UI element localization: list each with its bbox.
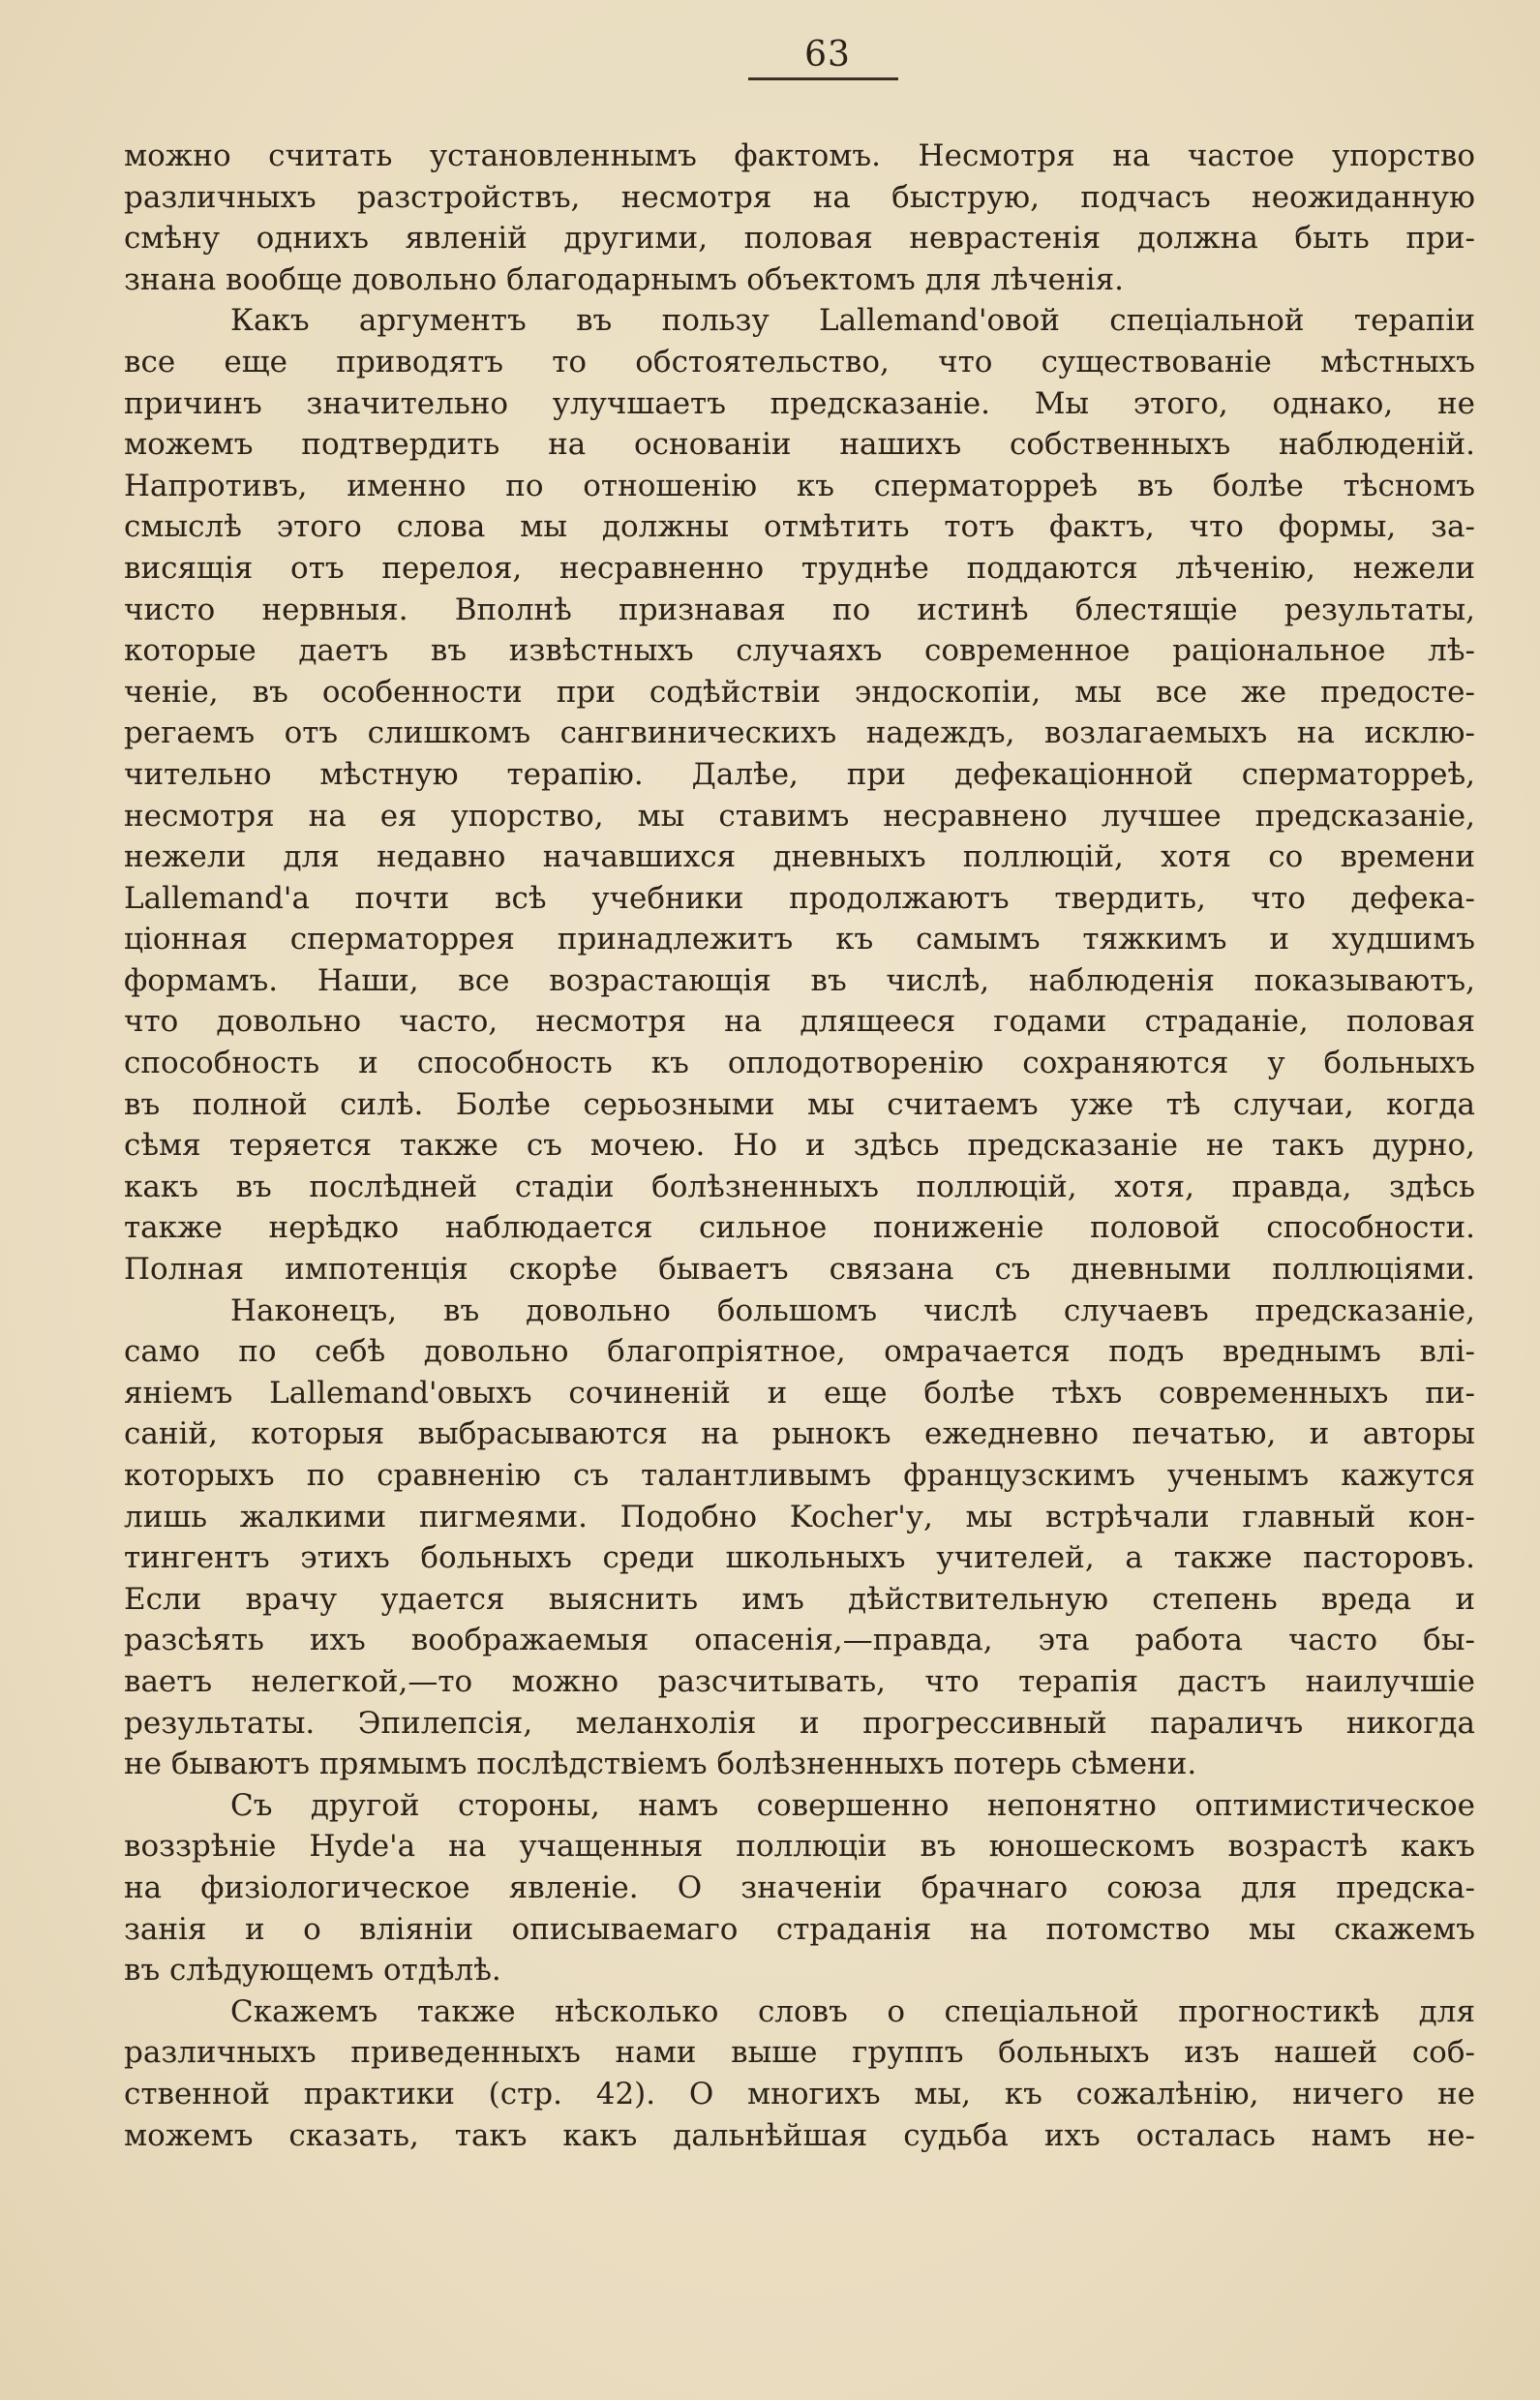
text-line: ціонная сперматоррея принадлежитъ къ самымъ тяжкимъ и худшимъ (124, 922, 1475, 957)
text-line: причинъ значительно улучшаетъ предсказаніе. Мы этого, однако, не (124, 385, 1475, 421)
text-line: можемъ подтвердить на основаніи нашихъ собственныхъ наблюденій. (124, 427, 1475, 463)
text-line: Lallemand'a почти всѣ учебники продолжаютъ твердить, что дефека- (124, 880, 1475, 916)
text-line: формамъ. Наши, все возрастающія въ числѣ, наблюденія показываютъ, (124, 962, 1475, 998)
text-line: регаемъ отъ слишкомъ сангвиническихъ надеждъ, возлагаемыхъ на исклю- (124, 715, 1475, 751)
text-line: знана вообще довольно благодарнымъ объектомъ для лѣченія. (124, 261, 1124, 297)
text-line: тингентъ этихъ больныхъ среди школьныхъ учителей, а также пасторовъ. (124, 1540, 1475, 1576)
text-line: занія и о вліяніи описываемаго страданія на потомство мы скажемъ (124, 1911, 1475, 1947)
text-line: яніемъ Lallemand'овыхъ сочиненій и еще болѣе тѣхъ современныхъ пи- (124, 1375, 1475, 1411)
text-line: все еще приводятъ то обстоятельство, что существованіе мѣстныхъ (124, 344, 1475, 380)
text-line: Наконецъ, въ довольно большомъ числѣ случаевъ предсказаніе, (230, 1292, 1475, 1328)
text-line: ственной практики (стр. 42). О многихъ мы, къ сожалѣнію, ничего не (124, 2076, 1475, 2111)
text-line: ваетъ нелегкой,—то можно разсчитывать, что терапія дастъ наилучшіе (124, 1663, 1475, 1699)
text-line: Скажемъ также нѣсколько словъ о спеціальной прогностикѣ для (230, 1993, 1475, 2029)
text-line: смѣну однихъ явленій другими, половая неврастенія должна быть при- (124, 221, 1475, 257)
text-line: несмотря на ея упорство, мы ставимъ несравнено лучшее предсказаніе, (124, 798, 1475, 834)
text-line: результаты. Эпилепсія, меланхолія и прогрессивный параличъ никогда (124, 1705, 1475, 1741)
text-line: не бываютъ прямымъ послѣдствіемъ болѣзненныхъ потерь сѣмени. (124, 1747, 1197, 1782)
text-line: можемъ сказать, такъ какъ дальнѣйшая судьба ихъ осталась намъ не- (124, 2117, 1475, 2153)
text-line: въ полной силѣ. Болѣе серьозными мы считаемъ уже тѣ случаи, когда (124, 1086, 1475, 1122)
body-text (124, 136, 1475, 2156)
text-line: можно считать установленнымъ фактомъ. Несмотря на частое упорство (124, 138, 1475, 173)
text-line: чисто нервныя. Вполнѣ признавая по истинѣ блестящіе результаты, (124, 592, 1475, 627)
text-line: ченіе, въ особенности при содѣйствіи эндоскопіи, мы все же предосте- (124, 674, 1475, 710)
text-line: разсѣять ихъ воображаемыя опасенія,—правда, эта работа часто бы- (124, 1623, 1475, 1658)
text-line: способность и способность къ оплодотворенію сохраняются у больныхъ (124, 1046, 1475, 1081)
text-line: различныхъ разстройствъ, несмотря на быструю, подчасъ неожиданную (124, 179, 1475, 215)
text-line: Полная импотенція скорѣе бываетъ связана съ дневными поллюціями. (124, 1252, 1475, 1288)
text-line: какъ въ послѣдней стадіи болѣзненныхъ поллюцій, хотя, правда, здѣсь (124, 1169, 1475, 1204)
text-line: также нерѣдко наблюдается сильное пониженіе половой способности. (124, 1210, 1475, 1246)
text-line: чительно мѣстную терапію. Далѣе, при дефекаціонной сперматорреѣ, (124, 756, 1475, 792)
text-line: которые даетъ въ извѣстныхъ случаяхъ современное раціональное лѣ- (124, 633, 1475, 669)
text-line: различныхъ приведенныхъ нами выше группъ больныхъ изъ нашей соб- (124, 2035, 1475, 2071)
text-line: висящія отъ перелоя, несравненно труднѣе поддаются лѣченію, нежели (124, 550, 1475, 586)
page-number-rule (748, 77, 898, 80)
text-line: саній, которыя выбрасываются на рынокъ ежедневно печатью, и авторы (124, 1416, 1475, 1452)
text-line: воззрѣніе Hyde'a на учащенныя поллюціи въ юношескомъ возрастѣ какъ (124, 1829, 1475, 1865)
page-number: 63 (804, 35, 851, 75)
text-line: что довольно часто, несмотря на длящееся годами страданіе, половая (124, 1004, 1475, 1040)
text-line: которыхъ по сравненію съ талантливымъ французскимъ ученымъ кажутся (124, 1458, 1475, 1493)
text-line: сѣмя теряется также съ мочею. Но и здѣсь предсказаніе не такъ дурно, (124, 1128, 1475, 1164)
text-line: смыслѣ этого слова мы должны отмѣтить тотъ фактъ, что формы, за- (124, 509, 1475, 545)
text-line: Какъ аргументъ въ пользу Lallemand'овой спеціальной терапіи (230, 303, 1475, 339)
text-line: Если врачу удается выяснить имъ дѣйствительную степень вреда и (124, 1581, 1475, 1617)
text-line: лишь жалкими пигмеями. Подобно Kocher'у, мы встрѣчали главный кон- (124, 1499, 1475, 1534)
text-line: на физіологическое явленіе. О значеніи брачнаго союза для предска- (124, 1869, 1475, 1905)
text-line: Съ другой стороны, намъ совершенно непонятно оптимистическое (230, 1787, 1475, 1823)
text-line: само по себѣ довольно благопріятное, омрачается подъ вреднымъ влі- (124, 1334, 1475, 1370)
text-line: нежели для недавно начавшихся дневныхъ поллюцій, хотя со времени (124, 839, 1475, 875)
text-line: Напротивъ, именно по отношенію къ сперматорреѣ въ болѣе тѣсномъ (124, 468, 1475, 503)
text-line: въ слѣдующемъ отдѣлѣ. (124, 1953, 501, 1989)
